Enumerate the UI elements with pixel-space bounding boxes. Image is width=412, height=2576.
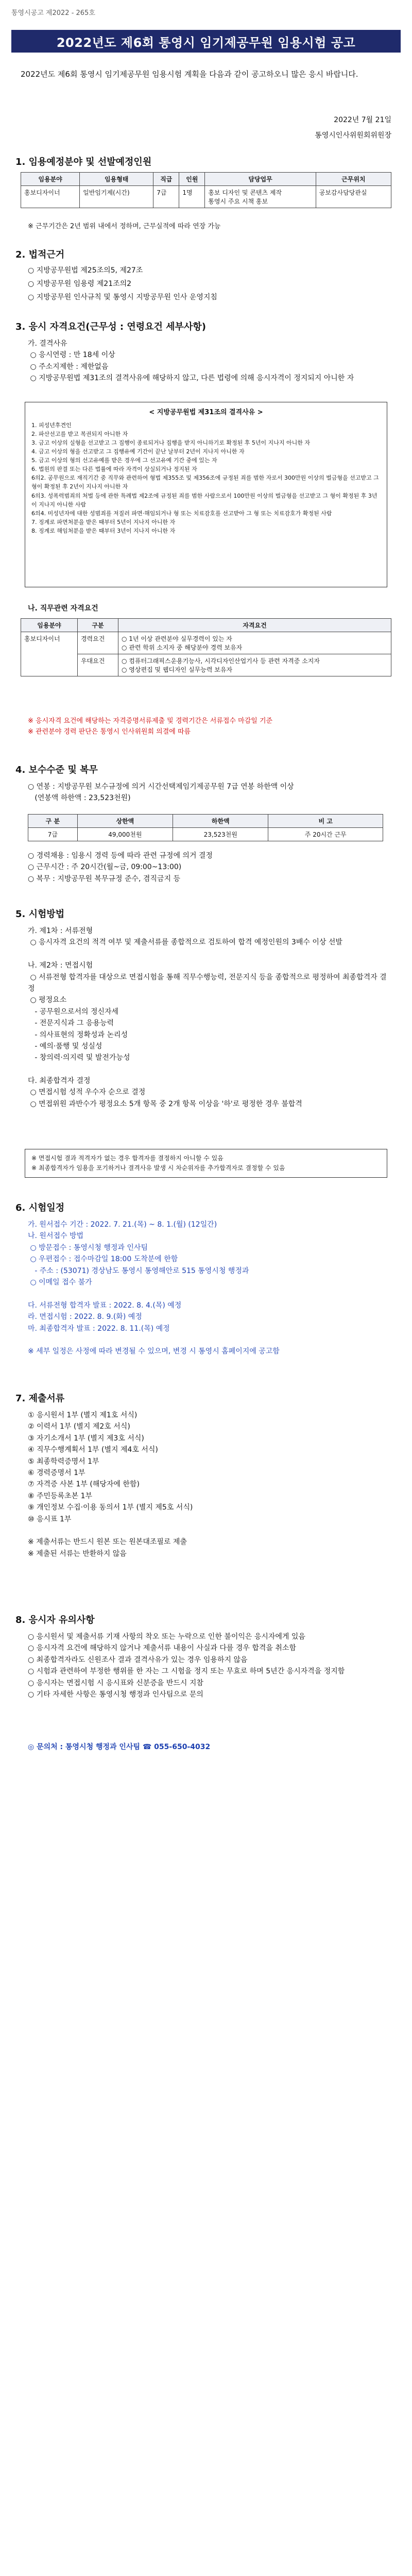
legal-basis-item: ○ 지방공무원 인사규칙 및 통영시 지방공무원 인사 운영지침 — [28, 293, 217, 301]
legal-basis-item: ○ 지방공무원 임용령 제21조의2 — [28, 280, 132, 288]
table-header: 임용분야 — [21, 173, 80, 186]
section-4-heading: 4. 보수수준 및 복무 — [15, 765, 98, 775]
table-cell: 공보감사담당관실 — [316, 186, 391, 208]
table-header: 임용형태 — [80, 173, 153, 186]
table-cell: 49,000천원 — [77, 828, 173, 841]
table-header: 근무위치 — [316, 173, 391, 186]
qualification-notes: ※ 응시자격 요건에 해당하는 자격증명서류제출 및 경력기간은 서류접수 마감일 기준 ※ 관련분야 경력 판단은 통영시 인사위원회 의결에 따름 — [28, 717, 273, 736]
eligibility-text: 가. 결격사유 ○ 응시연령 : 만 18세 이상 ○ 주소지제한 : 제한없음 ○ 지방공무원법 제31조의 결격사유에 해당하지 않고, 다른 법령에 의해 응시자격이 정지되지 아니한 자 — [28, 340, 354, 383]
table-header: 구분 — [77, 619, 118, 632]
table-row — [21, 186, 391, 208]
table-cell: 일반임기제(시간) — [80, 186, 153, 208]
precautions-text: ○ 응시원서 및 제출서류 기재 사항의 착오 또는 누락으로 인한 불이익은 응시자에게 있음 ○ 응시자격 요건에 해당하지 않거나 제출서류 내용이 사실과 다를 경우 합격을 취소함 ○ 최종합격자라도 신원조사 결과 결격사유가 있는 경우 임용하지 않음 ○ 시험과 관련하여 부정한 행위를 한 자는 그 시험을 정지 또는 무효로 하며 5년간 응시자격을 정지함 ○ 응시자는 면접시험 시 응시표와 신분증을 반드시 지참 ○ 기타 자세한 사항은 통영시청 행정과 인사팀으로 문의 — [28, 1633, 345, 1699]
table-header: 담당업무 — [205, 173, 316, 186]
table-row — [21, 632, 391, 654]
schedule-text: 가. 원서접수 기간 : 2022. 7. 21.(목) ~ 8. 1.(월) (12일간) 나. 원서접수 방법 ○ 방문접수 : 통영시청 행정과 인사팀 ○ 우편접수 : 접수마감일 18:00 도착분에 한함 - 주소 : (53071) 경상남도 통영시 통영해안로 515 통영시청 행정과 ○ 이메일 접수 불가 다. 서류전형 합격자 발표 : 2022. 8. 4.(목) 예정 라. 면접시험 : 2022. 8. 9.(화) 예정 마. 최종합격자 발표 : 2022. 8. 11.(목) 예정 ※ 세부 일정은 사정에 따라 변경될 수 있으며, 변경 시 통영시 홈페이지에 공고함 — [28, 1221, 280, 1356]
table-row — [28, 828, 383, 841]
section-6-heading: 6. 시험일정 — [15, 1202, 65, 1213]
table-header: 구 분 — [28, 815, 78, 828]
exam-method-note-box: ※ 면접시험 결과 적격자가 없는 경우 합격자를 결정하지 아니할 수 있음 ※ 최종합격자가 임용을 포기하거나 결격사유 발생 시 차순위자를 추가합격자로 결정할 수 있음 — [25, 1149, 387, 1178]
table-cell: 홍보디자이너 — [21, 186, 80, 208]
table-header: 임용분야 — [21, 619, 78, 632]
section-1-heading: 1. 임용예정분야 및 선발예정인원 — [15, 157, 152, 167]
disqualification-box — [25, 402, 387, 587]
salary-notes: ○ 경력채용 : 임용시 경력 등에 따라 관련 규정에 의거 결정 ○ 근무시간 : 주 20시간(월~금, 09:00~13:00) ○ 복무 : 지방공무원 복무규정 준수, 겸직금지 등 — [28, 852, 213, 883]
documents-text: ① 응시원서 1부 (별지 제1호 서식) ② 이력서 1부 (별지 제2호 서식) ③ 자기소개서 1부 (별지 제3호 서식) ④ 직무수행계획서 1부 (별지 제4호 서식) ⑤ 최종학력증명서 1부 ⑥ 경력증명서 1부 ⑦ 자격증 사본 1부 (해당자에 한함) ⑧ 주민등록초본 1부 ⑨ 개인정보 수집·이용 동의서 1부 (별지 제5호 서식) ⑩ 응시표 1부 ※ 제출서류는 반드시 원본 또는 원본대조필로 제출 ※ 제출된 서류는 반환하지 않음 — [28, 1411, 193, 1558]
section-8-heading: 8. 응시자 유의사항 — [15, 1615, 95, 1625]
table-cell: 23,523천원 — [173, 828, 268, 841]
section-3-heading: 3. 응시 자격요건(근무성 : 연령요건 세부사항) — [15, 321, 206, 332]
table-note: ※ 근무기간은 2년 범위 내에서 정하며, 근무실적에 따라 연장 가능 — [28, 223, 221, 230]
table-cell: 1명 — [179, 186, 205, 208]
document-number: 통영시공고 제2022 - 265호 — [11, 9, 95, 17]
table-header: 비 고 — [268, 815, 383, 828]
section-5-heading: 5. 시험방법 — [15, 909, 65, 920]
table-cell: 7급 — [28, 828, 78, 841]
table-cell: 홍보디자이너 — [21, 632, 78, 676]
section-2-heading: 2. 법적근거 — [15, 249, 65, 260]
table-cell: 주 20시간 근무 — [268, 828, 383, 841]
table-header: 자격요건 — [118, 619, 391, 632]
contact-info: ◎ 문의처 : 통영시청 행정과 인사팀 ☎ 055-650-4032 — [28, 1743, 211, 1751]
exam-method-text: 가. 제1차 : 서류전형 ○ 응시자격 요건의 적격 여부 및 제출서류를 종합적으로 검토하여 합격 예정인원의 3배수 이상 선발 나. 제2차 : 면접시험 ○ 서류전형 합격자를 대상으로 면접시험을 통해 직무수행능력, 전문지식 등을 종합적으로 평정하여 최종합격자 결정 ○ 평정요소 - 공무원으로서의 정신자세 - 전문지식과 그 응용능력 - 의사표현의 정확성과 논리성 - 예의·품행 및 성실성 - 창의력·의지력 및 발전가능성 다. 최종합격자 결정 ○ 면접시험 성적 우수자 순으로 결정 ○ 면접위원 과반수가 평정요소 5개 항목 중 2개 항목 이상을 '하'로 평정한 경우 불합격 — [28, 927, 387, 1108]
disqualification-body: 1. 피성년후견인 2. 파산선고를 받고 복권되지 아니한 자 3. 금고 이상의 실형을 선고받고 그 집행이 종료되거나 집행을 받지 아니하기로 확정된 후 5년이 지나지 아니한 자 4. 금고 이상의 형을 선고받고 그 집행유예 기간이 끝난 날부터 2년이 지나지 아니한 자 5. 금고 이상의 형의 선고유예를 받은 경우에 그 선고유예 기간 중에 있는 자 6. 법원의 판결 또는 다른 법률에 따라 자격이 상실되거나 정지된 자 6의2. 공무원으로 재직기간 중 직무와 관련하여 형법 제355조 및 제356조에 규정된 죄를 범한 자로서 300만원 이상의 벌금형을 선고받고 그 형이 확정된 후 2년이 지나지 아니한 자 6의3. 성폭력범죄의 처벌 등에 관한 특례법 제2조에 규정된 죄를 범한 사람으로서 100만원 이상의 벌금형을 선고받고 그 형이 확정된 후 3년이 지나지 아니한 사람 6의4. 미성년자에 대한 성범죄를 저질러 파면·해임되거나 형 또는 치료감호를 선고받아 그 형 또는 치료감호가 확정된 사람 7. 징계로 파면처분을 받은 때부터 5년이 지나지 아니한 자 8. 징계로 해임처분을 받은 때부터 3년이 지나지 아니한 자 — [31, 422, 379, 534]
table-cell: 경력요건 — [77, 632, 118, 654]
table-cell: 7급 — [153, 186, 179, 208]
page-title: 2022년도 제6회 통영시 임기제공무원 임용시험 공고 — [11, 30, 401, 53]
salary-text: ○ 연봉 : 지방공무원 보수규정에 의거 시간선택제임기제공무원 7급 연봉 하한액 이상 (연봉액 하한액 : 23,523천원) — [28, 783, 294, 803]
legal-basis-item: ○ 지방공무원법 제25조의5, 제27조 — [28, 266, 143, 275]
section-7-heading: 7. 제출서류 — [15, 1393, 65, 1404]
disqualification-title: < 지방공무원법 제31조의 결격사유 > — [149, 409, 263, 416]
table-cell: 우대요건 — [77, 654, 118, 676]
table-cell: ○ 1년 이상 관련분야 실무경력이 있는 자 ○ 관련 학위 소지자 중 해당분야 경력 보유자 — [118, 632, 391, 654]
salary-table — [28, 814, 383, 841]
announcement-date: 2022년 7월 21일 — [334, 116, 391, 124]
table-header: 인원 — [179, 173, 205, 186]
table-header: 상한액 — [77, 815, 173, 828]
qualification-subheading: 나. 직무관련 자격요건 — [28, 604, 98, 613]
qualification-table — [21, 618, 391, 676]
table-cell: 홍보 디자인 및 콘텐츠 제작 통영시 주요 시책 홍보 — [205, 186, 316, 208]
table-cell: ○ 컴퓨터그래픽스운용기능사, 시각디자인산업기사 등 관련 자격증 소지자 ○ 영상편집 및 웹디자인 실무능력 보유자 — [118, 654, 391, 676]
intro-text: 2022년도 제6회 통영시 임기제공무원 임용시험 계획을 다음과 같이 공고하오니 많은 응시 바랍니다. — [21, 70, 358, 79]
table-header: 직급 — [153, 173, 179, 186]
issuing-organization: 통영시인사위원회위원장 — [315, 131, 391, 140]
recruitment-table — [21, 172, 391, 208]
table-header: 하한액 — [173, 815, 268, 828]
